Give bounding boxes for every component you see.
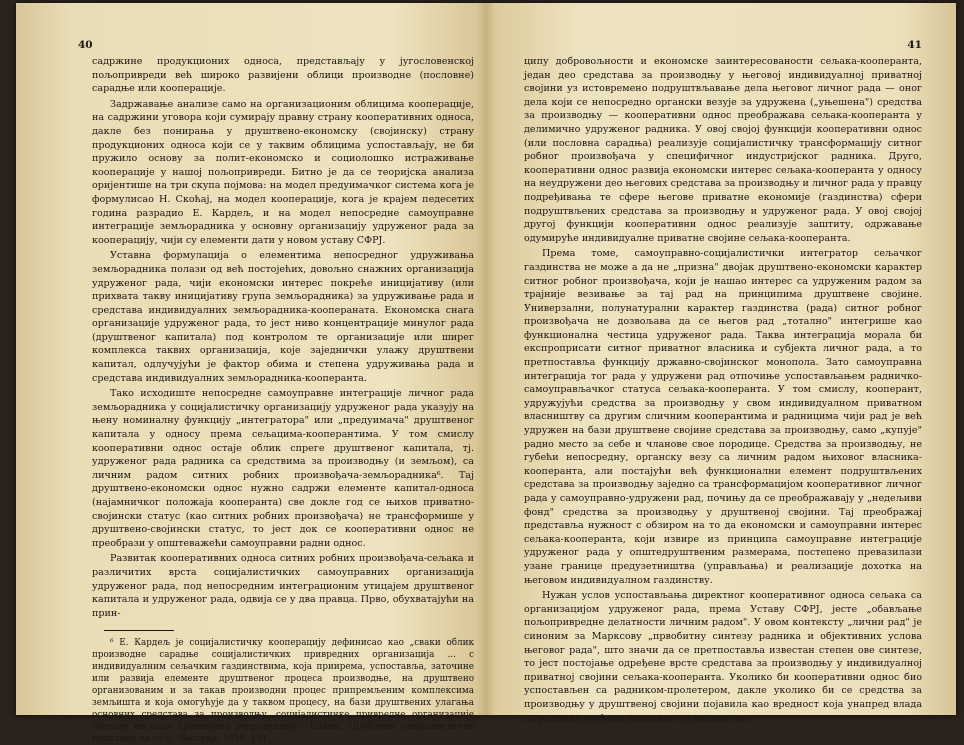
book-spread <box>16 3 956 745</box>
paragraph: Задржавање анализе само на организационим облицима кооперације, на садржини уговора који сумирају правну страну кооперативних односа, дакле без понирања у друштвено-економску (својинску) страну продукционих односа који се у таквим облицима успостављају, не би пружило основу за полит-економско и социолошко истраживање кооперације у нашој пољопривреди. Битно је да се теоријска анализа оријентише на три скупа појмова: на модел предуимачког система кога је формулисао Н. Скоћај, на модел кооперације, кога је крајем педесетих година разрадио Е. Кардељ, и на модел непосредне самоуправне интеграције земљорадника у основну организацију удруженог рада за кооперацију, чији су елементи дати у новом уставу СФРЈ. <box>92 98 474 246</box>
page-number-right: 41 <box>907 39 922 51</box>
footnote-divider <box>104 630 174 631</box>
paragraph: Нужан услов успостављања директног кооперативног односа сељака са организацијом удруженог рада, према Уставу СФРЈ, јесте „обављање пољопривредне делатности личним радом". У овом контексту „лични рад" је синоним за Марксову „првобитну синтезу радника и објективних услова његовог рада", што значи да се претпоставља известан степен ове синтезе, то јест постојање одређене врсте средстава за производњу у индивидуалној приватној својини сељака-кооперанта. Уколико би кооперативни однос био успостављен са радником-пролетером, дакле уколико би се средства за производњу у друштвеној својини појавила као вредност која унапред влада од радника отуђени власници те вредности <box>524 590 922 724</box>
paragraph: Развитак кооперативних односа ситних робних произвођача-сељака и различитих врста социјалистичких самоуправних организација удруженог рада, под непосредним интеграционим утицајем друштвеног капитала и удруженог рада, одвија се у два правца. Прво, обухватајући на прин- <box>92 553 474 619</box>
right-page <box>524 39 922 724</box>
paragraph: Према томе, самоуправно-социјалистички интегратор сељачког газдинства не може а да не „призна" двојак друштвено-економски карактер ситног робног произвођача, који је нашао интерес са удруженим радом за трајније везивање за тај рад на принципима друштвене својине. Универзални, полунатурални карактер газдинства (рада) ситног робног произвођача не дозвољава да се његов рад „тотално" интегрише као функционална честица удруженог рада. Таква интеграција морала би експроприсати ситног приватног власника и субјекта личног рада, а то претпоставља функцију државно-својинског монопола. Зато самоуправна интеграција тог рада у удружени рад отпочиње успостављањем радничко-самоуправљачког статуса сељака-кооперанта. У том смислу, кооперант, удружујући средства за производњу у свом индивидуалном приватном власништву са другим сличним кооперантима и радницима чији рад је већ удружен на бази друштвене својине средстава за производњу, само „купује" радно место за себе и чланове свое породице. Средства за производњу, не губећи непосредну, органску везу са личним радом њиховог власника-кооперанта, али постајући већ функционални елемент подруштвљених средстава за производњу заједно са трансформацијом кооперативног личног рада у самоуправно-удружени рад, почињу да се преображавају у „недељиви фонд" средства за производњу у друштвеној својини. Тај преображај представља нужност с обзиром на то да економски и самоуправни интерес сељака-кооперанта, који извире из принципа самоуправне интеграције удруженог рада у општедруштвеним размерама, постепено превазилази узане границе предузетништва (управљања) и реализације дохотка на његовом индивидуалном газдинству. <box>524 248 922 586</box>
paragraph: Тако исходиште непосредне самоуправне интеграције личног рада земљорадника у социјалистичку организацију удруженог рада указују на њену номиналну функцију „интегратора" или „предуимача" друштвеног капитала у односу према сељацима-кооперантима. У том смислу кооперативни однос остаје облик спреге друштвеног капитала, тј. удруженог рада радника са средствима за производњу (и земљом), са личним радом ситних робних произвођача-земљорадника⁶. Тај друштвено-економски однос нужно садржи елементе капитал-односа (најамничког положаја кооперанта) све докле год се њихов приватно-својински статус (као ситних робних произвођача) не трансформише у друштвено-својински статус, то јест док се кооперативни однос не преобрази у општеважећи самоуправни радни однос. <box>92 388 474 549</box>
left-page <box>78 39 474 745</box>
paragraph: Уставна формулација о елементима непосредног удруживања земљорадника полази од већ постојећих, довољно снажних организација удруженог рада, чији економски интерес покреће иницијативу (или прихвата такву иницијативу група земљорадника) за удруживање рада и средстава индивидуалних земљорадника-коопераната. Економска снага организације удруженог рада, то јест ниво концентрације минулог рада (друштвеног капитала) под контролом те организације или ширег комплекса таквих организација, које заједнички улажу друштвени капитал, одлучујући је фактор обима и степена удруживања рада и средстава индивидуалних земљорадника-кооперанта. <box>92 250 474 384</box>
page-number-left: 40 <box>78 39 93 51</box>
paragraph: садржине продукционих односа, представљају у југословенској пољопривреди већ широко развијени облици производне (пословне) сарадње или кооперације. <box>92 56 474 95</box>
footnote: ⁶ Е. Кардељ је социјалистичку кооперацију дефинисао као „сваки облик производне сарадње социјалистичких привредних организација ... с индивидуалним сељачким газдинствима, која прииремa, успоставља, заточине или развија елементе друштвеног процеса производње, на друштвено организованим и за такав производни процес припремљеним комплексима земљишта и која омогућује да у таквом процесу, на бази друштвених улагања основних средстава за производњу, социјалистичке привредне организације постану носиоци проширене репродукције". Ibidem, Проблеми социјалистичке политике на селу, Београд, 1959, 151. <box>92 638 474 745</box>
paragraph: ципу добровољности и економске заинтересованости сељака-кооперанта, један део средстава за производњу у његовој индивидуалној приватној својини уз истовремено подруштвљавање дела његовог личног рада — оног дела који се непосредно органски везује за удружена („уњешена") средства за производњу — кооперативни однос преображава сељака-кооперанта у делимично удруженог радника. У овој својој функцији кооперативни однос (или пословна сарадња) реализује социјалистичку трансформацију ситног робног произвођача у специфичног индустријског радника. Друго, кооперативни однос развија економски интерес сељака-кооперанта у односу на неудружени део његових средстава за производњу и личног рада у правцу подређивања те сфере његове приватне економије (газдинства) сфери подруштвљених средстава за производњу и удруженог рада. У овој својој другој функцији кооперативни однос реализује заштиту, одржавање одумирућe индивидуалне приватне својине сељака-кооперанта. <box>524 56 922 244</box>
